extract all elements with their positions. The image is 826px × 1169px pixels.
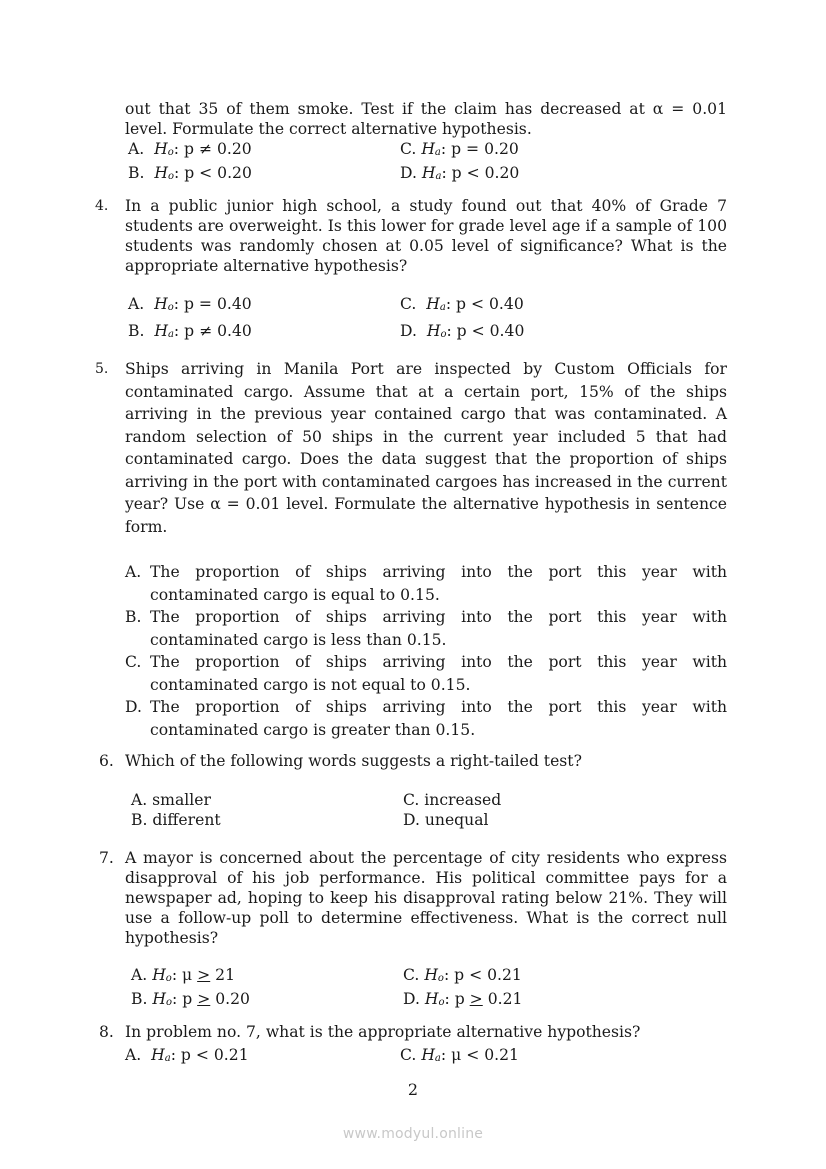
question-stem: A mayor is concerned about the percentage of city residents who express disapproval of his job performance. His political committee pays for a newspaper ad, hoping to keep his disapproval rating below 21%. They will use a follow-up poll to determine effectiveness. What is the correct null hypothesis? xyxy=(125,849,727,947)
option-c: C. Ha: p = 0.20 xyxy=(400,140,519,158)
watermark: www.modyul.online xyxy=(342,1126,484,1142)
option-d: D. Ho: p < 0.40 xyxy=(400,321,525,340)
option-b: B. The proportion of ships arriving into the port this year with contaminated cargo is less than 0.15. xyxy=(125,608,727,649)
question-number: 7. xyxy=(99,849,114,867)
option-c: C. Ho: p < 0.21 xyxy=(403,966,522,984)
question-3-options xyxy=(128,139,728,187)
question-stem: In problem no. 7, what is the appropriate alternative hypothesis? xyxy=(125,1023,641,1041)
question-7-options xyxy=(131,965,731,1013)
option-a: A. Ho: μ > 21 xyxy=(131,966,236,984)
question-number: 8. xyxy=(99,1023,114,1041)
question-6 xyxy=(99,751,727,771)
option-b: B. Ho: p < 0.20 xyxy=(128,164,252,182)
question-number: 5. xyxy=(95,361,109,377)
option-a: A. smaller xyxy=(131,791,211,809)
option-c: C. Ha: μ < 0.21 xyxy=(400,1046,519,1064)
option-a: A. The proportion of ships arriving into the port this year with contaminated cargo is equal to 0.15. xyxy=(125,563,727,604)
option-b: B. Ho: p > 0.20 xyxy=(131,990,250,1008)
option-c: C. Ha: p < 0.40 xyxy=(400,295,524,313)
question-5 xyxy=(95,358,727,538)
option-b: B. Ha: p ≠ 0.40 xyxy=(128,321,252,340)
option-d: D. unequal xyxy=(403,811,489,829)
question-4 xyxy=(95,196,727,276)
question-stem: Which of the following words suggests a right-tailed test? xyxy=(125,752,582,770)
greater-equal-symbol: > xyxy=(197,966,211,984)
question-stem: In a public junior high school, a study found out that 40% of Grade 7 students are overweight. Is this lower for grade level age if a sample of 100 students was randomly chosen at 0.05 level of significance? What is the appropriate alternative hypothesis? xyxy=(125,197,727,275)
stem-line: out that 35 of them smoke. Test if the claim has decreased at α = 0.01 xyxy=(125,100,727,118)
question-4-options xyxy=(128,293,728,346)
question-6-options xyxy=(131,790,731,830)
option-d: D. The proportion of ships arriving into the port this year with contaminated cargo is greater than 0.15. xyxy=(125,698,727,739)
option-c: C. increased xyxy=(403,791,502,809)
option-d: D. Ha: p < 0.20 xyxy=(400,164,520,182)
question-number: 4. xyxy=(95,198,109,214)
option-b: B. different xyxy=(131,811,221,829)
stem-line: level. Formulate the correct alternative hypothesis. xyxy=(125,120,532,138)
option-a: A. Ho: p = 0.40 xyxy=(128,295,252,313)
option-a: A. Ha: p < 0.21 xyxy=(125,1046,249,1064)
question-8-options xyxy=(125,1045,725,1069)
question-stem: Ships arriving in Manila Port are inspected by Custom Officials for contaminated cargo. Assume that at a certain port, 15% of the ships arriving in the previous year contained cargo that was contaminated. A random selection of 50 ships in the current year included 5 that had contaminated cargo. Does the data suggest that the proportion of ships arriving in the port with contaminated cargoes has increased in the current year? Use α = 0.01 level. Formulate the alternative hypothesis in sentence form. xyxy=(125,360,727,536)
question-7 xyxy=(99,848,727,948)
question-3-stem xyxy=(125,99,727,139)
option-d: D. Ho: p > 0.21 xyxy=(403,990,523,1008)
option-a: A. Ho: p ≠ 0.20 xyxy=(128,140,252,158)
question-5-options xyxy=(125,561,727,741)
page-number: 2 xyxy=(407,1080,419,1099)
greater-equal-symbol: > xyxy=(469,990,483,1008)
question-number: 6. xyxy=(99,752,114,770)
question-8 xyxy=(99,1022,727,1042)
greater-equal-symbol: > xyxy=(197,990,211,1008)
option-c: C. The proportion of ships arriving into the port this year with contaminated cargo is not equal to 0.15. xyxy=(125,653,727,694)
